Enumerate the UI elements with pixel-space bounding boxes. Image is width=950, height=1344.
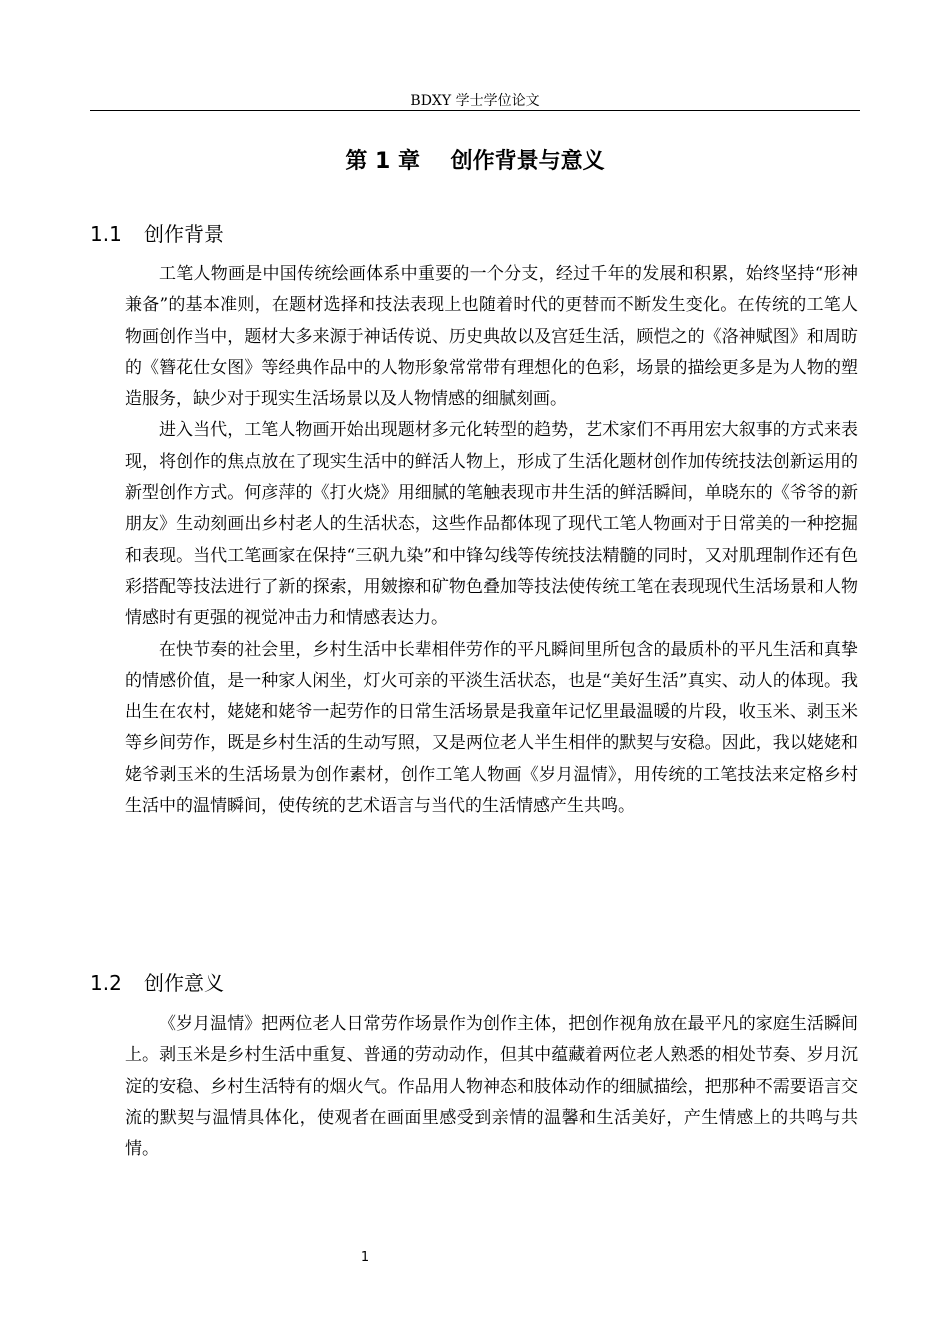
running-header: BDXY 学士学位论文 — [410, 93, 540, 109]
section-title-text: 创作意义 — [144, 971, 224, 995]
section-number: 1.1 — [90, 222, 122, 246]
paragraph: 在快节奏的社会里，乡村生活中长辈相伴劳作的平凡瞬间里所包含的最质朴的平凡生活和真挚的情感价值，是一种家人闲坐，灯火可亲的平淡生活状态，也是“美好生活”真实、动人的体现。我出生在农村，姥姥和姥爷一起劳作的日常生活场景是我童年记忆里最温暖的片段，收玉米、剥玉米等乡间劳作，既是乡村生活的生动写照，又是两位老人半生相伴的默契与安稳。因此，我以姥姥和姥爷剥玉米的生活场景为创作素材，创作工笔人物画《岁月温情》，用传统的工笔技法来定格乡村生活中的温情瞬间，使传统的艺术语言与当代的生活情感产生共鸣。 — [125, 639, 858, 817]
section-heading-1-2 — [90, 968, 860, 998]
section-title-text: 创作背景 — [144, 222, 224, 246]
section-1-1-body — [125, 259, 858, 822]
header-rule — [90, 110, 860, 111]
paragraph: 工笔人物画是中国传统绘画体系中重要的一个分支，经过千年的发展和积累，始终坚持“形神兼备”的基本准则，在题材选择和技法表现上也随着时代的更替而不断发生变化。在传统的工笔人物画创作当中，题材大多来源于神话传说、历史典故以及宫廷生活，顾恺之的《洛神赋图》和周昉的《簪花仕女图》等经典作品中的人物形象常常带有理想化的色彩，场景的描绘更多是为人物的塑造服务，缺少对于现实生活场景以及人物情感的细腻刻画。 — [125, 264, 858, 410]
section-number: 1.2 — [90, 971, 122, 995]
section-heading-1-1 — [90, 219, 860, 249]
paragraph: 《岁月温情》把两位老人日常劳作场景作为创作主体，把创作视角放在最平凡的家庭生活瞬间上。剥玉米是乡村生活中重复、普通的劳动动作，但其中蕴藏着两位老人熟悉的相处节奏、岁月沉淀的安稳、乡村生活特有的烟火气。作品用人物神态和肢体动作的细腻描绘，把那种不需要语言交流的默契与温情具体化，使观者在画面里感受到亲情的温馨和生活美好，产生情感上的共鸣与共情。 — [125, 1014, 858, 1160]
page-number: 1 — [360, 1250, 370, 1265]
section-1-2-body — [125, 1009, 858, 1165]
chapter-title: 第 1 章 创作背景与意义 — [345, 149, 605, 174]
paragraph: 进入当代，工笔人物画开始出现题材多元化转型的趋势，艺术家们不再用宏大叙事的方式来表现，将创作的焦点放在了现实生活中的鲜活人物上，形成了生活化题材创作加传统技法创新运用的新型创作方式。何彦萍的《打火烧》用细腻的笔触表现市井生活的鲜活瞬间，单晓东的《爷爷的新朋友》生动刻画出乡村老人的生活状态，这些作品都体现了现代工笔人物画对于日常美的一种挖掘和表现。当代工笔画家在保持“三矾九染”和中锋勾线等传统技法精髓的同时，又对肌理制作还有色彩搭配等技法进行了新的探索，用皴擦和矿物色叠加等技法使传统工笔在表现现代生活场景和人物情感时有更强的视觉冲击力和情感表达力。 — [125, 420, 858, 629]
